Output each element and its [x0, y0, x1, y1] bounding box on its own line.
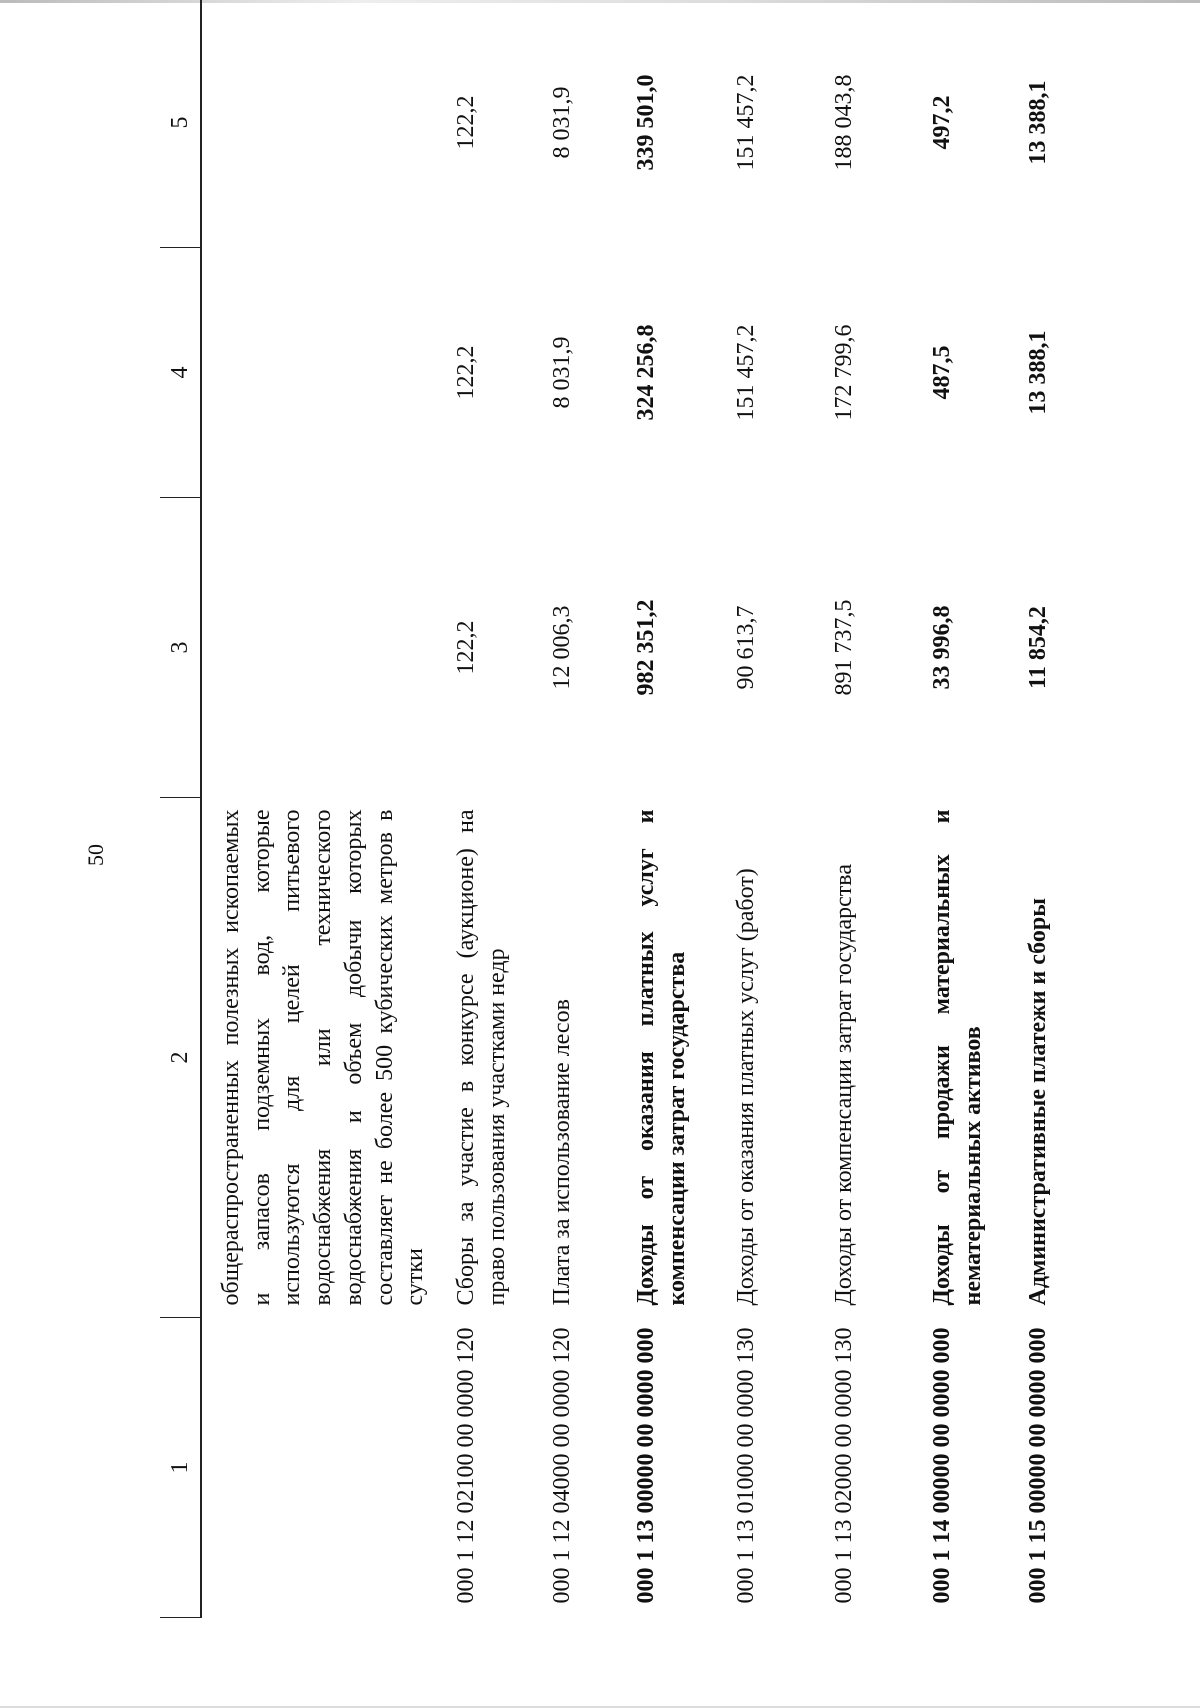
row-col4: 8 031,9: [549, 336, 576, 409]
row-col3: 122,2: [453, 620, 480, 675]
row-col4: 122,2: [453, 345, 480, 400]
row-code: 000 1 15 00000 00 0000 000: [1025, 1327, 1052, 1604]
header-col-4: 4: [160, 248, 201, 498]
row-col4: 151 457,2: [733, 324, 760, 421]
row-code: 000 1 13 00000 00 0000 000: [633, 1327, 660, 1604]
row-col3: 891 737,5: [831, 599, 858, 696]
row-col5: 497,2: [929, 95, 956, 150]
row-name: Плата за использование лесов: [549, 999, 576, 1306]
row-col5: 339 501,0: [633, 74, 660, 171]
table-row: [611, 0, 711, 1618]
row-name: Административные платежи и сборы: [1025, 898, 1052, 1306]
page-number: 50: [83, 844, 108, 866]
row-col5: 13 388,1: [1025, 80, 1052, 165]
row-col5: 151 457,2: [733, 74, 760, 171]
row-code: 000 1 13 02000 00 0000 130: [831, 1327, 858, 1604]
header-col-5: 5: [160, 0, 201, 248]
row-col3: 90 613,7: [733, 605, 760, 690]
header-row: [160, 0, 201, 1618]
table-row: [527, 0, 611, 1618]
table-row: [711, 0, 809, 1618]
table-row: [907, 0, 1003, 1618]
budget-table: [160, 0, 1073, 1618]
row-col4: 172 799,6: [831, 324, 858, 421]
row-name: Доходы от оказания платных услуг (работ): [733, 868, 760, 1306]
continuation-text: общераспространенных полезных ископаемых и запасов подземных вод, которые используются для целей питьевого водоснабжения или технического водоснабжения и объем добычи которых составляет не более 500 кубических метров в сутки: [218, 809, 429, 1306]
row-col3: 33 996,8: [929, 605, 956, 690]
row-col3: 11 854,2: [1025, 606, 1052, 689]
row-name: Доходы от оказания платных услуг и компенсации затрат государства: [633, 809, 690, 1306]
row-col4: 487,5: [929, 345, 956, 400]
row-col5: 188 043,8: [831, 74, 858, 171]
row-code: 000 1 14 00000 00 0000 000: [929, 1327, 956, 1604]
table-row: [809, 0, 907, 1618]
table-row: [431, 0, 527, 1618]
row-col4: 13 388,1: [1025, 330, 1052, 415]
row-col3: 12 006,3: [549, 605, 576, 690]
row-col4: 324 256,8: [633, 324, 660, 421]
row-col5: 8 031,9: [549, 86, 576, 159]
row-name: Сборы за участие в конкурсе (аукционе) на право пользования участками недр: [453, 809, 510, 1306]
row-name: Доходы от компенсации затрат государства: [831, 864, 858, 1306]
row-code: 000 1 12 02100 00 0000 120: [453, 1327, 480, 1604]
header-col-1: 1: [160, 1318, 201, 1618]
table-row: [1003, 0, 1073, 1618]
row-code: 000 1 13 01000 00 0000 130: [733, 1327, 760, 1604]
budget-table-container: [160, 0, 1180, 1618]
header-col-3: 3: [160, 498, 201, 798]
table-row-continuation: [201, 0, 431, 1618]
row-name: Доходы от продажи материальных и нематериальных активов: [929, 809, 986, 1306]
row-code: 000 1 12 04000 00 0000 120: [549, 1327, 576, 1604]
row-col3: 982 351,2: [633, 599, 660, 696]
row-col5: 122,2: [453, 95, 480, 150]
header-col-2: 2: [160, 798, 201, 1318]
